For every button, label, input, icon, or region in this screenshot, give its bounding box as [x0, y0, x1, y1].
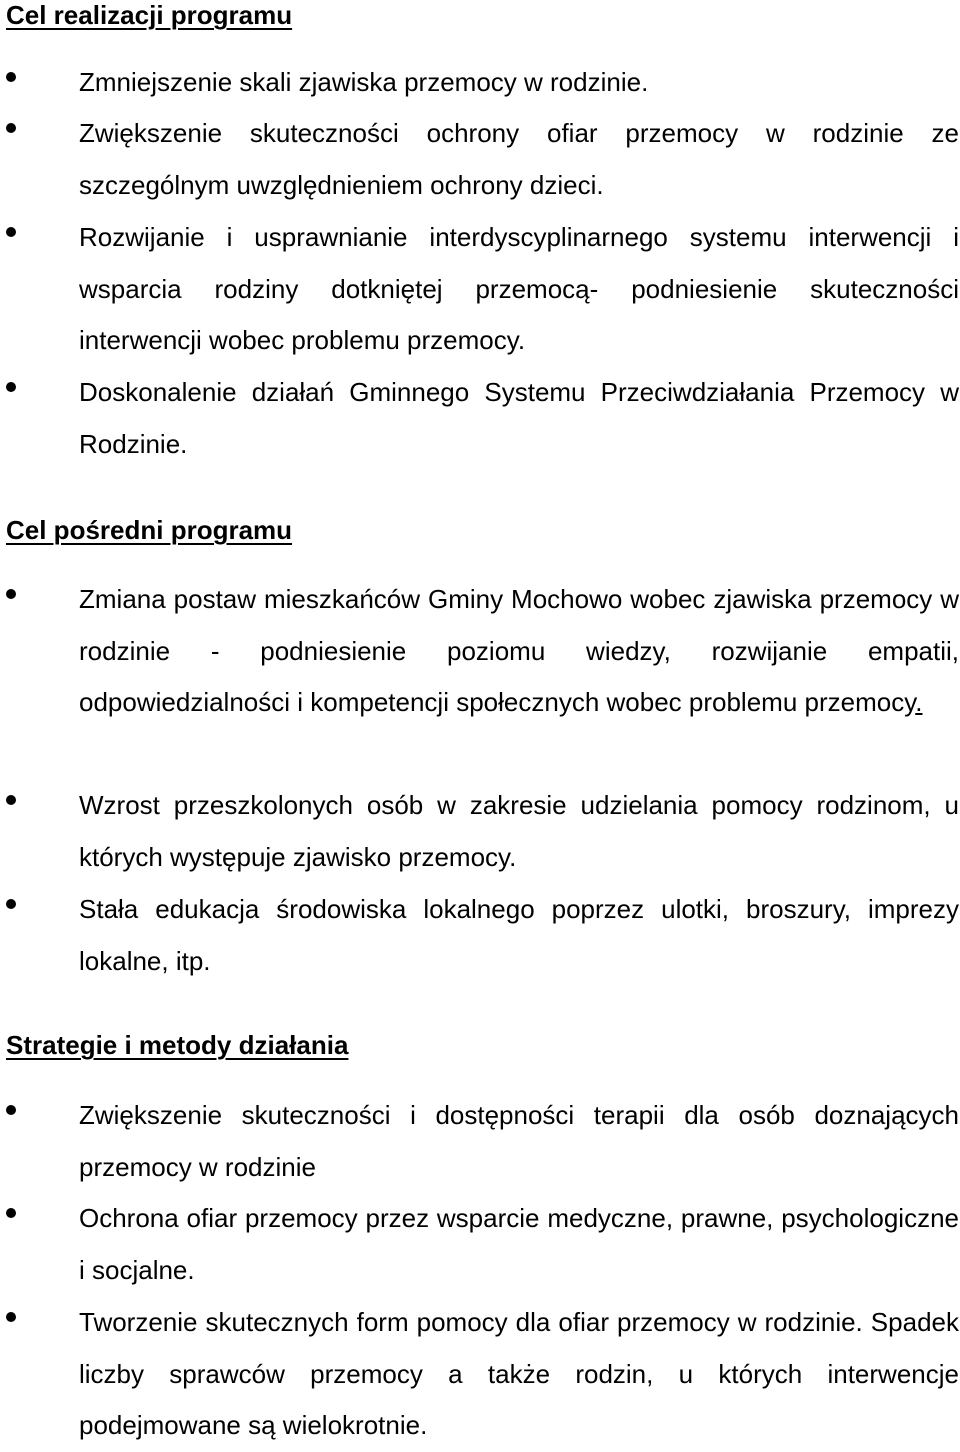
section-heading-cel-realizacji: Cel realizacji programu [6, 0, 293, 30]
section-heading-cel-posredni: Cel pośredni programu [6, 515, 293, 545]
bullet-icon [6, 227, 16, 237]
list-item-text: Zwiększenie skuteczności i dostępności terapii dla osób doznających przemocy w rodzinie [79, 1100, 959, 1182]
list-item-text-main: Zmiana postaw mieszkańców Gminy Mochowo wobec zjawiska przemocy w rodzinie - podniesienie poziomu wiedzy, rozwijanie empatii, odpowiedzialności i kompetencji społecznych wobec problemu przemocy [79, 584, 959, 717]
bullet-icon [6, 72, 16, 82]
list-item-text: Wzrost przeszkolonych osób w zakresie udzielania pomocy rodzinom, u których występuje zjawisko przemocy. [79, 790, 959, 872]
bullet-icon [6, 1208, 16, 1218]
list-item-text-trail: . [915, 687, 923, 717]
list-item-text: Doskonalenie działań Gminnego Systemu Przeciwdziałania Przemocy w Rodzinie. [79, 377, 959, 459]
bullet-icon [6, 382, 16, 392]
bullet-icon [6, 899, 16, 909]
list-item-text [79, 574, 959, 729]
bullet-icon [6, 795, 16, 805]
bullet-icon [6, 1312, 16, 1322]
list-item-text: Zmniejszenie skali zjawiska przemocy w rodzinie. [79, 67, 649, 97]
list-item-text: Tworzenie skutecznych form pomocy dla ofiar przemocy w rodzinie. Spadek liczby sprawców przemocy a także rodzin, u których interwencje podejmowane są wielokrotnie. [79, 1307, 959, 1440]
bullet-icon [6, 123, 16, 133]
list-item-text: Ochrona ofiar przemocy przez wsparcie medyczne, prawne, psychologiczne i socjalne. [79, 1203, 959, 1285]
bullet-icon [6, 589, 16, 599]
list-item-text: Zwiększenie skuteczności ochrony ofiar przemocy w rodzinie ze szczególnym uwzględnieniem ochrony dzieci. [79, 118, 959, 200]
bullet-icon [6, 1105, 16, 1115]
list-item-text: Stała edukacja środowiska lokalnego poprzez ulotki, broszury, imprezy lokalne, itp. [79, 894, 959, 976]
section-heading-strategie: Strategie i metody działania [6, 1030, 349, 1060]
list-item-text: Rozwijanie i usprawnianie interdyscyplinarnego systemu interwencji i wsparcia rodziny dotkniętej przemocą- podniesienie skuteczności interwencji wobec problemu przemocy. [79, 222, 959, 355]
